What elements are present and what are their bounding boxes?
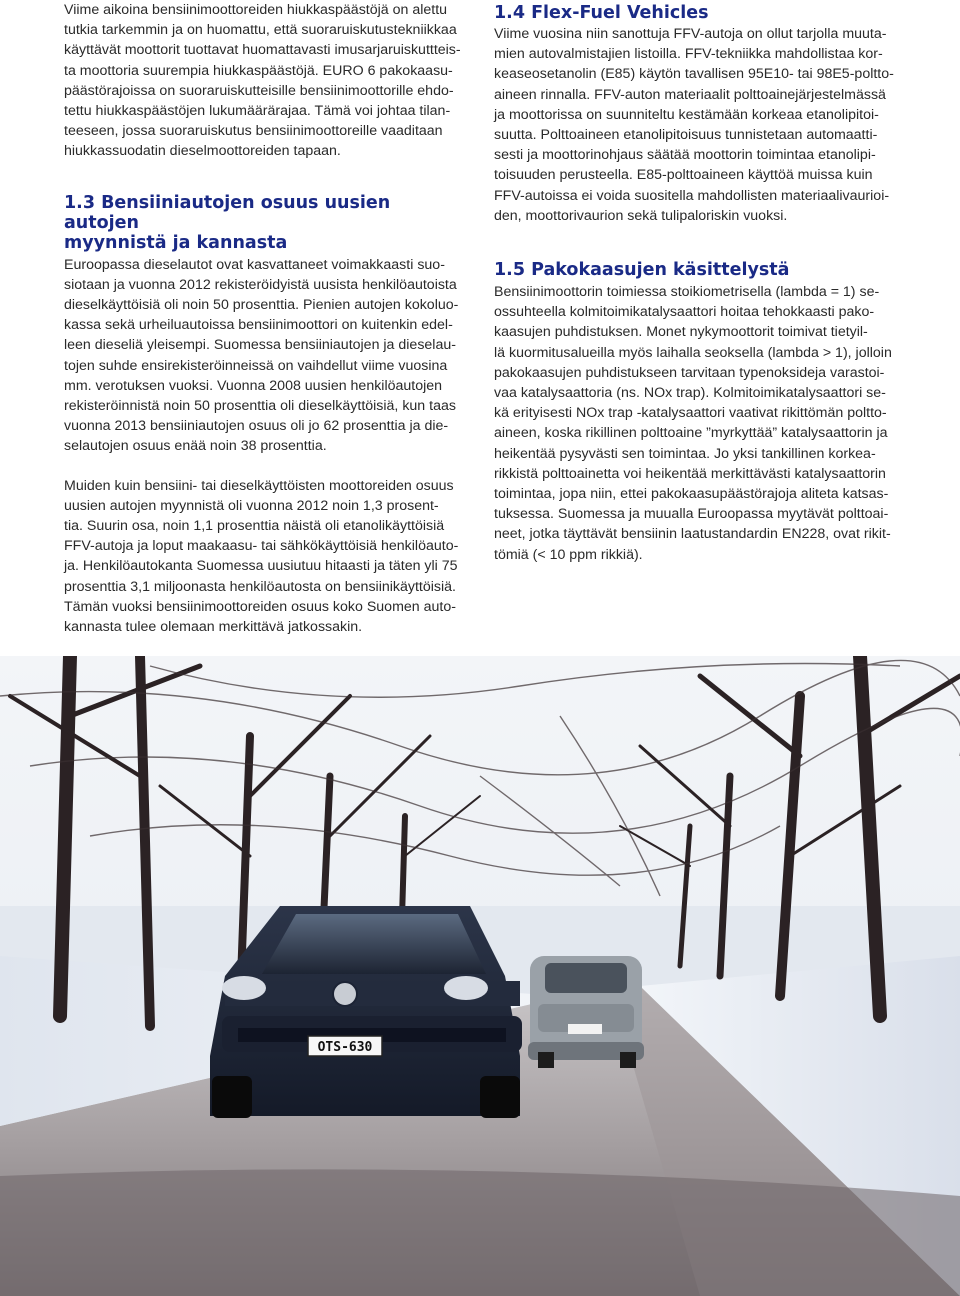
section-1-3-paragraph-1: Euroopassa dieselautot ovat kasvattaneet voimakkaasti suo- siotaan ja vuonna 2012 rekisteröidyistä uusista henkilöautoista dieselkäyttöisiä oli noin 50 prosenttia. Pienien autojen kokoluo- kassa sekä urheiluautoissa bensiinimoottori on kuitenkin edel- leen dieseliä yleisempi. Suomessa bensiiniautojen ja dieselau- tojen suhde ensirekisteröinneissä on vaihdellut viime vuosina mm. verotuksen vuoksi. Vuonna 2008 uusien henkilöautojen rekisteröinnistä noin 50 prosenttia oli dieselkäyttöisiä, kun taas vuonna 2013 bensiiniautojen osuus oli jo 62 prosenttia ja die- selautojen osuus enää noin 38 prosenttia. [64, 256, 459, 455]
road-foreground [0, 1169, 960, 1296]
intro-paragraph: Viime aikoina bensiinimoottoreiden hiukkaspäästöjä on alettu tutkia tarkemmin ja on huomattu, että suoraruiskutustekniikkaa käyttävät moottorit tuottavat huomattavasti imusarjaruiskuttteis- ta moottoria suurempia hiukkaspäästöjä. EURO 6 pakokaasu- päästörajoissa on suoraruiskutteisille bensiinimoottorille ehdo- tettu hiukkaspäästöjen lukumäärärajaa. Tämä voi johtaa tilan- teeseen, jossa suoraruiskutus bensiinimoottoreille vaaditaan hiukkassuodatin dieselmoottoreiden tapaan. [64, 2, 461, 160]
section-1-5-paragraph: Bensiinimoottorin toimiessa stoikiometrisella (lambda = 1) se- ossuhteella kolmitoimikatalysaattori hoitaa tehokkaasti pako- kaasujen puhdistuksen. Monet nykymoottorit toimivat tietyil- lä kuormitusalueilla myös laihalla seoksella (lambda > 1), jolloin pakokaasujen puhdistukseen tarvitaan typenoksideja varastoi- vaa katalysaattoria (ns. NOx trap). Kolmitoimikatalysaattori se- kä erityisesti NOx trap -katalysaattori vaativat rikittömän poltto- aineen, koska rikillinen polttoaine ”myrkyttää” katalysaattorin ja heikentää pysyvästi sen toimintaa. Jo yksi tankillinen korkea- rikkistä polttoainetta voi heikentää merkittävästi katalysaattorin toimintaa, jopa niin, ettei pakokaasupäästörajoja aliteta katsas- tuksessa. Suomessa ja muualla Euroopassa myytävät polttoai- neet, jotka täyttävät bensiinin laatustandardin EN228, ovat rikit- tömiä (< 10 ppm rikkiä). [494, 284, 892, 563]
section-1-5-heading: 1.5 Pakokaasujen käsittelystä [494, 260, 790, 281]
right-column [494, 0, 894, 565]
section-1-4-paragraph: Viime vuosina niin sanottuja FFV-autoja on ollut tarjolla muuta- mien autovalmistajien listoilla. FFV-tekniikka mahdollistaa kor- keaseosetanolin (E85) käytön tavallisen 95E10- tai 98E5-poltto- aineen rinnalla. FFV-auton materiaalit polttoainejärjestelmässä ja moottorissa on suunniteltu kestämään korkeaa etanolipitoi- suutta. Polttoaineen etanolipitoisuus tunnistetaan automaatti- sesti ja moottorinohjaus säätää moottorin toimintaa etanolipi- toisuuden perusteella. E85-polttoaineen käyttöä muissa kuin FFV-autoissa ei voida suositella mahdollisten materiaalivaurioi- den, moottorivaurion sekä tulipaloriskin vuoksi. [494, 26, 894, 224]
license-plate-text: OTS-630 [317, 1040, 373, 1055]
car-front [210, 906, 522, 1118]
section-1-3-heading: 1.3 Bensiiniautojen osuus uusien autojen myynnistä ja kannasta [64, 192, 391, 253]
section-1-3-paragraph-2: Muiden kuin bensiini- tai dieselkäyttöisten moottoreiden osuus uusien autojen myynnistä oli vuonna 2012 noin 1,3 prosent- tia. Suurin osa, noin 1,1 prosenttia näistä oli etanolikäyttöisiä FFV-autoja ja loput maakaasu- tai sähkökäyttöisiä henkilöauto- ja. Henkilöautokanta Suomessa uusiutuu hitaasti ja täten yli 75 prosenttia 3,1 miljoonasta henkilöautosta on bensiinikäyttöisiä. Tämän vuoksi bensiinimoottoreiden osuus koko Suomen auto- kannasta tulee olemaan merkittävä jatkossakin. [64, 477, 459, 636]
section-1-4-heading: 1.4 Flex-Fuel Vehicles [494, 3, 709, 23]
car-back [528, 956, 644, 1068]
left-column [64, 0, 469, 637]
winter-road-photo [0, 656, 960, 1296]
